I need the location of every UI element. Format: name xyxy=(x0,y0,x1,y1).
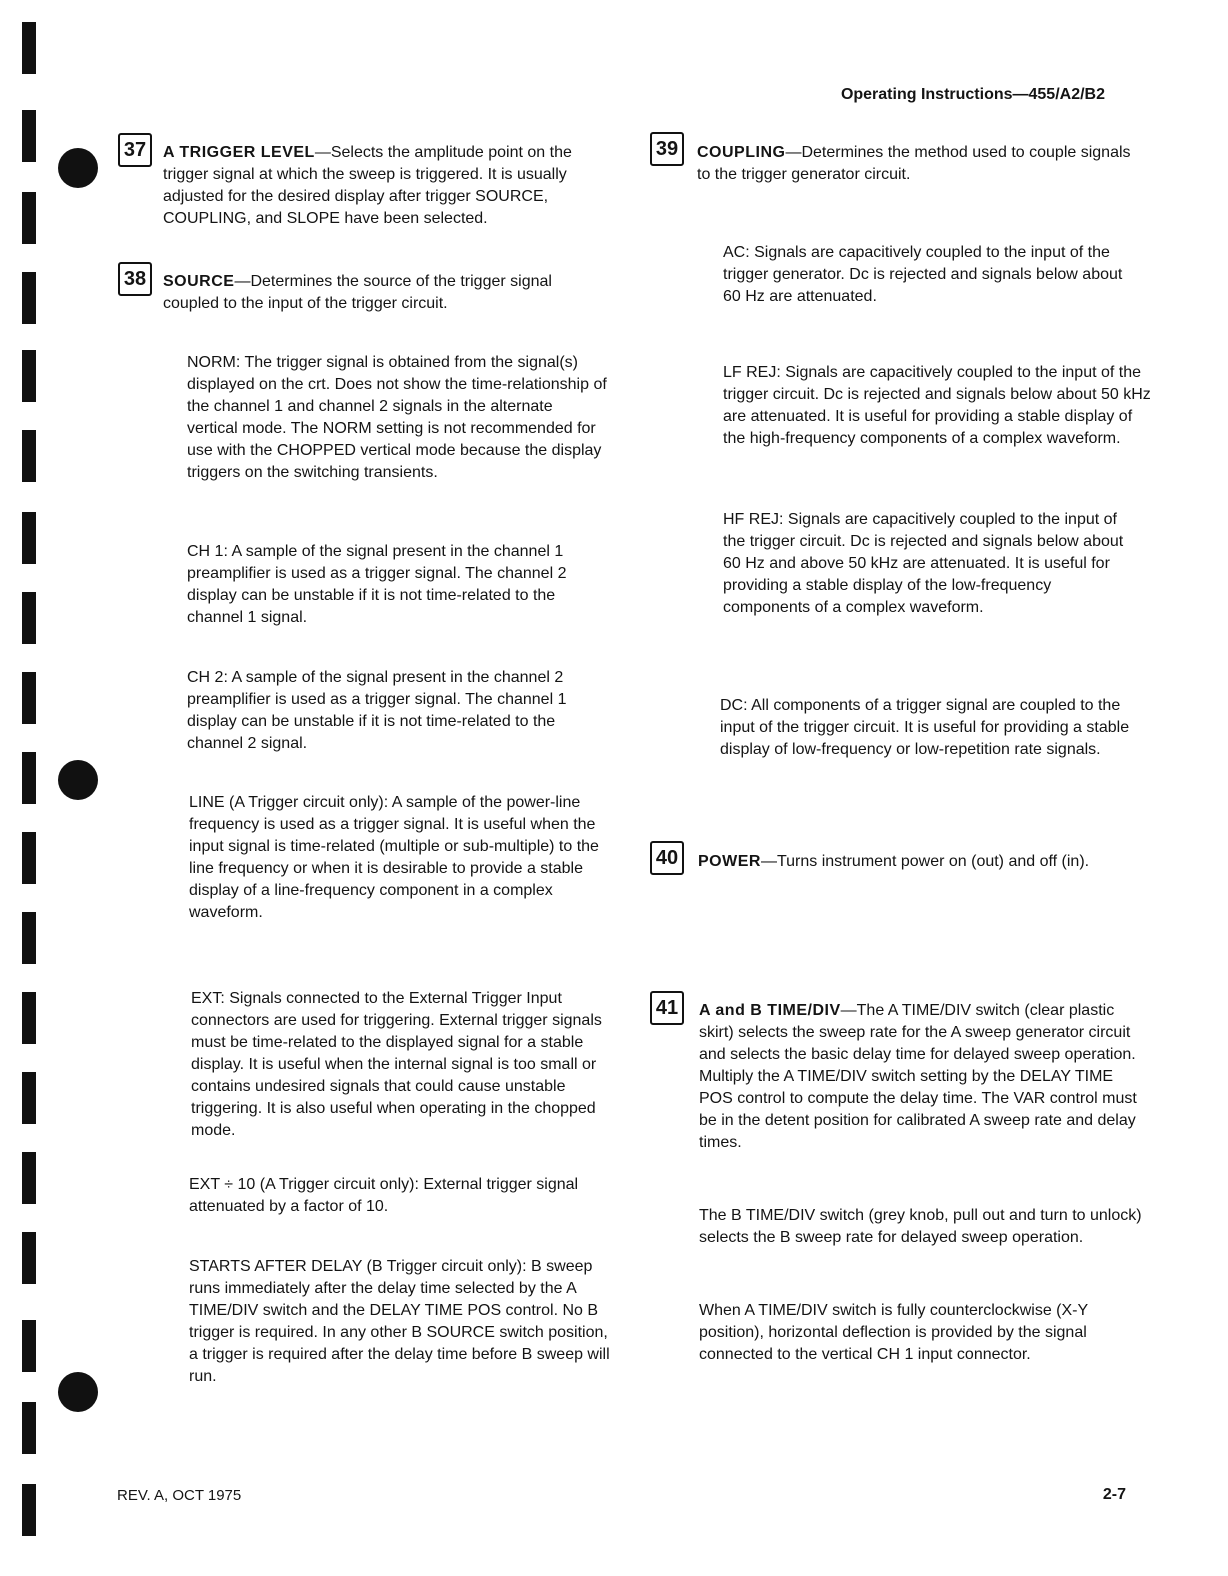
page-header: Operating Instructions—455/A2/B2 xyxy=(840,86,1105,103)
item-number-38: 38 xyxy=(118,262,152,296)
ch1-paragraph: CH 1: A sample of the signal present in the channel 1 preamplifier is used as a trigger signal. The channel 2 display can be unstable if it is not time-related to the channel 1 signal. xyxy=(187,543,567,626)
margin-bar xyxy=(22,430,36,482)
b-time-div-paragraph: The B TIME/DIV switch (grey knob, pull out and turn to unlock) selects the B sweep rate for delayed sweep operation. xyxy=(699,1207,1142,1246)
margin-bar xyxy=(22,22,36,74)
margin-bar xyxy=(22,192,36,244)
xy-position-paragraph: When A TIME/DIV switch is fully counterclockwise (X-Y position), horizontal deflection is provided by the signal connected to the vertical CH 1 input connector. xyxy=(699,1302,1088,1363)
time-div-title: A and B TIME/DIV xyxy=(699,1002,841,1019)
margin-bar xyxy=(22,272,36,324)
ext-div-10-paragraph: EXT ÷ 10 (A Trigger circuit only): External trigger signal attenuated by a factor of 10. xyxy=(189,1176,579,1215)
norm-paragraph: NORM: The trigger signal is obtained from the signal(s) displayed on the crt. Does not show the time-relationship of the channel 1 and channel 2 signals in the alternate vertical mode. The NORM setting is not recommended for use with the CHOPPED vertical mode because the display triggers on the switching transients. xyxy=(187,354,607,481)
a-trigger-level-paragraph xyxy=(163,142,613,230)
hf-rej-paragraph: HF REJ: Signals are capacitively coupled to the input of the trigger circuit. Dc is rejected and signals below about 60 Hz and above 50 kHz are attenuated. It is useful for providing a stable display of the low-frequency components of a complex waveform. xyxy=(723,511,1124,616)
item-number-39: 39 xyxy=(650,132,684,166)
margin-bar xyxy=(22,752,36,804)
starts-after-delay-paragraph: STARTS AFTER DELAY (B Trigger circuit only): B sweep runs immediately after the delay time selected by the A TIME/DIV switch and the DELAY TIME POS control. No B trigger is required. In any other B SOURCE switch position, a trigger is required after the delay time before B sweep will run. xyxy=(189,1258,610,1385)
source-title: SOURCE xyxy=(163,273,235,290)
power-title: POWER xyxy=(698,853,761,870)
coupling-paragraph xyxy=(697,142,1137,186)
item-number-41: 41 xyxy=(650,991,684,1025)
margin-bar xyxy=(22,1152,36,1204)
source-paragraph xyxy=(163,271,603,315)
power-text: —Turns instrument power on (out) and off (in). xyxy=(760,853,1090,870)
margin-bar xyxy=(22,512,36,564)
ext-paragraph: EXT: Signals connected to the External Trigger Input connectors are used for triggering. External trigger signals must be time-related to the displayed signal for a stable display. It is useful when the internal signal is too small or contains undesired signals that could cause unstable triggering. It is also useful when operating in the chopped mode. xyxy=(191,990,602,1139)
margin-bar xyxy=(22,832,36,884)
margin-bar xyxy=(22,1320,36,1372)
punch-hole xyxy=(58,760,98,800)
margin-bar xyxy=(22,1484,36,1536)
line-paragraph: LINE (A Trigger circuit only): A sample of the power-line frequency is used as a trigger signal. It is useful when the input signal is time-related (multiple or sub-multiple) to the line frequency or when it is desirable to provide a stable display of a line-frequency component in a complex waveform. xyxy=(189,794,599,921)
margin-bar xyxy=(22,1072,36,1124)
punch-hole xyxy=(58,148,98,188)
page-number: 2-7 xyxy=(1102,1486,1126,1503)
item-number-37: 37 xyxy=(118,133,152,167)
a-trigger-level-text: —Selects the amplitude point on the trigger signal at which the sweep is triggered. It is usually adjusted for the desired display after trigger SOURCE, COUPLING, and SLOPE have been selected. xyxy=(163,144,572,227)
margin-bar xyxy=(22,992,36,1044)
a-trigger-level-title: A TRIGGER LEVEL xyxy=(163,144,315,161)
source-text: —Determines the source of the trigger signal coupled to the input of the trigger circuit. xyxy=(163,273,552,312)
margin-bar xyxy=(22,1232,36,1284)
time-div-paragraph xyxy=(699,1000,1139,1154)
lf-rej-paragraph: LF REJ: Signals are capacitively coupled to the input of the trigger circuit. Dc is rejected and signals below about 50 kHz are attenuated. It is useful for providing a stable display of the high-frequency components of a complex waveform. xyxy=(723,364,1151,447)
time-div-text: —The A TIME/DIV switch (clear plastic skirt) selects the sweep rate for the A sweep generator circuit and selects the basic delay time for delayed sweep operation. Multiply the A TIME/DIV switch setting by the DELAY TIME POS control to compute the delay time. The VAR control must be in the detent position for calibrated A sweep rate and delay times. xyxy=(699,1002,1137,1151)
margin-bar xyxy=(22,672,36,724)
coupling-text: —Determines the method used to couple signals to the trigger generator circuit. xyxy=(697,144,1131,183)
margin-bar xyxy=(22,912,36,964)
margin-bar xyxy=(22,110,36,162)
margin-bar xyxy=(22,592,36,644)
coupling-title: COUPLING xyxy=(697,144,786,161)
revision-footer: REV. A, OCT 1975 xyxy=(117,1487,242,1504)
margin-bar xyxy=(22,1402,36,1454)
power-paragraph xyxy=(698,851,1118,873)
item-number-40: 40 xyxy=(650,841,684,875)
ac-paragraph: AC: Signals are capacitively coupled to the input of the trigger generator. Dc is rejected and signals below about 60 Hz are attenuated. xyxy=(723,244,1123,305)
dc-paragraph: DC: All components of a trigger signal are coupled to the input of the trigger circuit. It is useful for providing a stable display of low-frequency or low-repetition rate signals. xyxy=(720,697,1130,758)
ch2-paragraph: CH 2: A sample of the signal present in the channel 2 preamplifier is used as a trigger signal. The channel 1 display can be unstable if it is not time-related to the channel 2 signal. xyxy=(187,669,567,752)
margin-bar xyxy=(22,350,36,402)
punch-hole xyxy=(58,1372,98,1412)
